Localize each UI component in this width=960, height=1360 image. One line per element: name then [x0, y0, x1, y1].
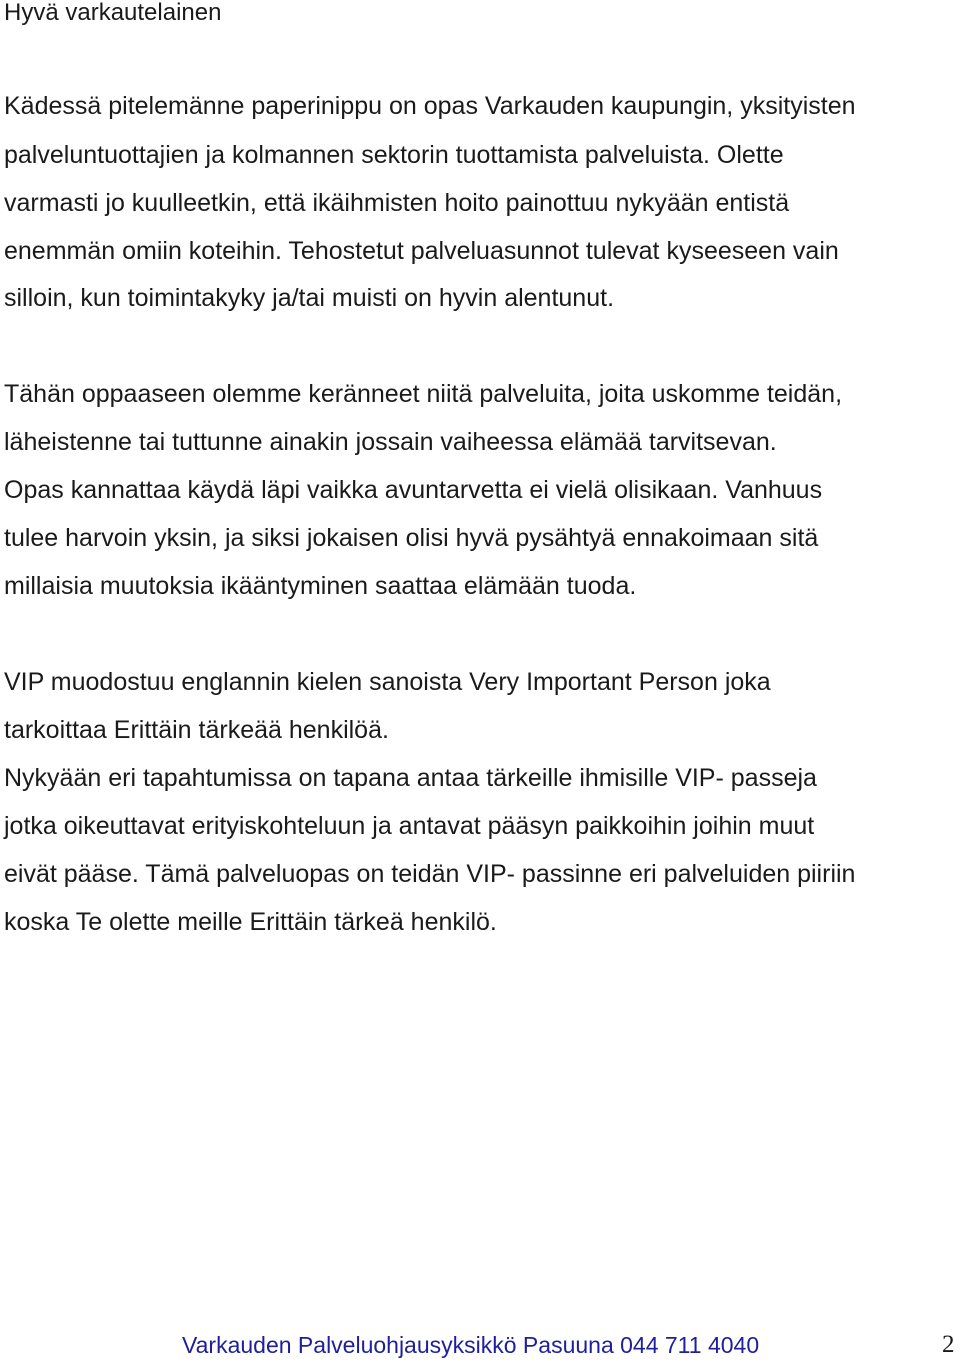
- footer-contact: Varkauden Palveluohjausyksikkö Pasuuna 044 711 4040: [182, 1332, 760, 1358]
- paragraph-line: varmasti jo kuulleetkin, että ikäihmisten hoito painottuu nykyään entistä: [4, 189, 790, 217]
- paragraph-line: enemmän omiin koteihin. Tehostetut palveluasunnot tulevat kyseeseen vain: [4, 237, 839, 265]
- paragraph-line: tarkoittaa Erittäin tärkeää henkilöä.: [4, 716, 389, 744]
- paragraph-line: Opas kannattaa käydä läpi vaikka avuntarvetta ei vielä olisikaan. Vanhuus: [4, 476, 823, 504]
- paragraph-line: koska Te olette meille Erittäin tärkeä henkilö.: [4, 908, 497, 936]
- paragraph-line: tulee harvoin yksin, ja siksi jokaisen olisi hyvä pysähtyä ennakoimaan sitä: [4, 524, 819, 552]
- paragraph-line: Tähän oppaaseen olemme keränneet niitä palveluita, joita uskomme teidän,: [4, 380, 843, 408]
- paragraph-line: eivät pääse. Tämä palveluopas on teidän VIP- passinne eri palveluiden piiriin: [4, 860, 856, 888]
- paragraph-line: silloin, kun toimintakyky ja/tai muisti on hyvin alentunut.: [4, 284, 615, 312]
- paragraph-line: jotka oikeuttavat erityiskohteluun ja antavat pääsyn paikkoihin joihin muut: [4, 812, 815, 840]
- page-number: 2: [942, 1331, 955, 1358]
- paragraph-line: palveluntuottajien ja kolmannen sektorin tuottamista palveluista. Olette: [4, 141, 784, 169]
- paragraph-line: läheistenne tai tuttunne ainakin jossain vaiheessa elämää tarvitsevan.: [4, 428, 777, 456]
- greeting: Hyvä varkautelainen: [4, 0, 222, 26]
- paragraph-line: Nykyään eri tapahtumissa on tapana antaa tärkeille ihmisille VIP- passeja: [4, 764, 817, 792]
- paragraph-line: millaisia muutoksia ikääntyminen saattaa elämään tuoda.: [4, 572, 637, 600]
- paragraph-line: VIP muodostuu englannin kielen sanoista Very Important Person joka: [4, 668, 771, 696]
- paragraph-line: Kädessä pitelemänne paperinippu on opas Varkauden kaupungin, yksityisten: [4, 92, 856, 120]
